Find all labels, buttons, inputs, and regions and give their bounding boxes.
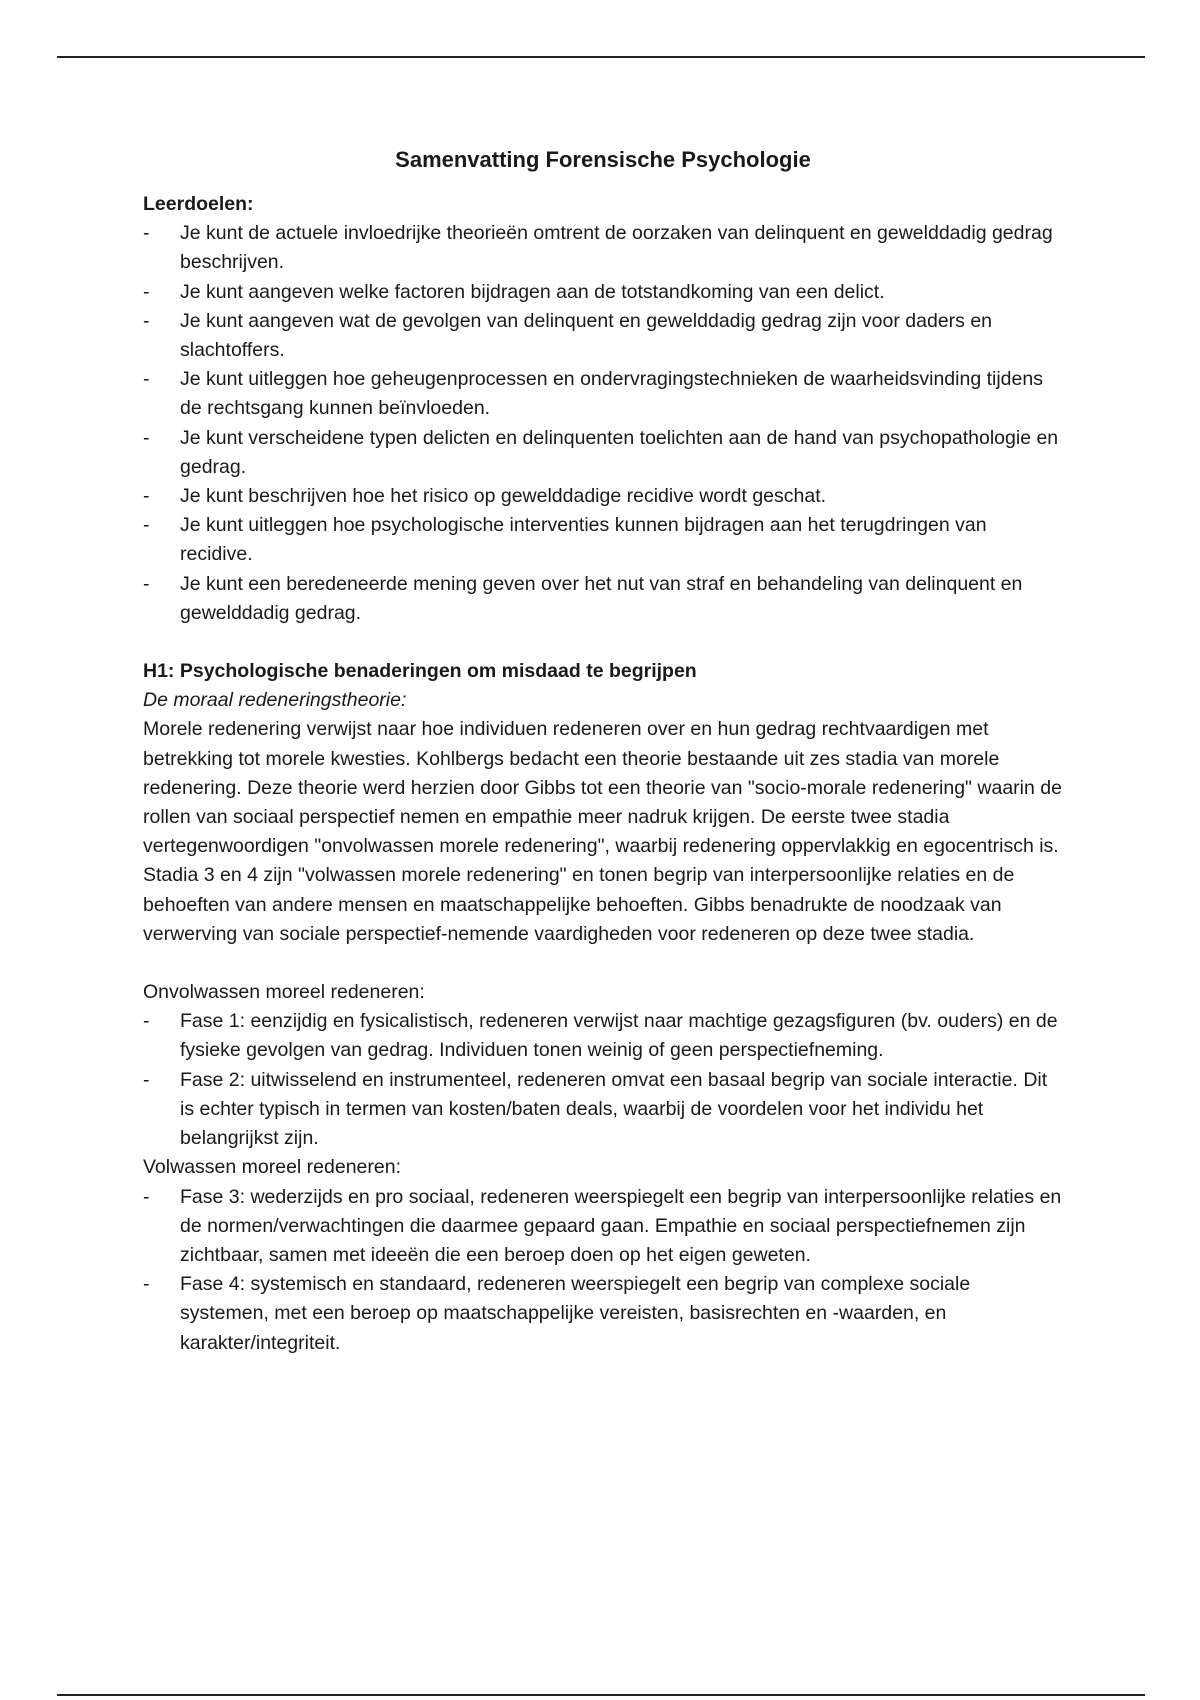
list-item [143,511,1063,569]
document-body [143,144,1063,1358]
header-rule [57,56,1145,58]
mature-label: Volwassen moreel redeneren: [143,1156,401,1179]
dash-bullet: - [143,514,150,537]
chapter-heading: H1: Psychologische benaderingen om misdaad te begrijpen [143,660,697,683]
list-item [143,307,1063,365]
immature-list [143,1007,1063,1153]
list-item-text: Fase 3: wederzijds en pro sociaal, redeneren weerspiegelt een begrip van interpersoonlijke relaties en de normen/verwachtingen die daarmee gepaard gaan. Empathie en sociaal perspectiefnemen zijn zichtbaar, samen met ideeën die een beroep doen op het eigen geweten. [180,1185,1062,1266]
list-item-text: Je kunt uitleggen hoe geheugenprocessen en ondervragingstechnieken de waarheidsvinding tijdens de rechtsgang kunnen beïnvloeden. [180,368,1043,420]
list-item [143,570,1063,628]
list-item [143,365,1063,423]
list-item-text: Je kunt beschrijven hoe het risico op gewelddadige recidive wordt geschat. [180,485,827,508]
list-item-text: Je kunt de actuele invloedrijke theorieën omtrent de oorzaken van delinquent en gewelddadig gedrag beschrijven. [180,222,1053,274]
list-item [143,424,1063,482]
list-item [143,1183,1063,1271]
list-item-text: Je kunt aangeven wat de gevolgen van delinquent en gewelddadig gedrag zijn voor daders en slachtoffers. [180,309,993,362]
dash-bullet: - [143,1185,150,1208]
list-item-text: Fase 1: eenzijdig en fysicalistisch, redeneren verwijst naar machtige gezagsfiguren (bv. ouders) en de fysieke gevolgen van gedrag. Individuen tonen weinig of geen perspectiefneming. [180,1010,1058,1062]
dash-bullet: - [143,1273,150,1296]
dash-bullet: - [143,485,150,508]
leerdoelen-heading: Leerdoelen: [143,193,254,215]
mature-list [143,1183,1063,1358]
list-item [143,1270,1063,1358]
list-item-text: Je kunt verscheidene typen delicten en delinquenten toelichten aan de hand van psychopathologie en gedrag. [180,426,1059,478]
dash-bullet: - [143,572,150,595]
document-title: Samenvatting Forensische Psychologie [395,147,811,172]
list-item [143,1007,1063,1065]
spacer [143,628,1063,657]
list-item-text: Je kunt een beredeneerde mening geven over het nut van straf en behandeling van delinquent en gewelddadig gedrag. [180,572,1023,624]
list-item [143,219,1063,277]
leerdoelen-list [143,219,1063,628]
body-paragraph: Morele redenering verwijst naar hoe individuen redeneren over en hun gedrag rechtvaardigen met betrekking tot morele kwesties. Kohlbergs bedacht een theorie bestaande uit zes stadia van morele redenering. Deze theorie werd herzien door Gibbs tot een theorie van "socio-morale redenering" waarin de rollen van sociaal perspectief nemen en empathie meer nadruk krijgen. De eerste twee stadia vertegenwoordigen "onvolwassen morele redenering", waarbij redenering oppervlakkig en egocentrisch is. Stadia 3 en 4 zijn "volwassen morele redenering" en tonen begrip van interpersoonlijke relaties en de behoeften van andere mensen en maatschappelijke behoeften. Gibbs benadrukte de noodzaak van verwerving van sociale perspectief-nemende vaardigheden voor redeneren op deze twee stadia. [143,718,1062,945]
dash-bullet: - [143,1010,150,1033]
footer-rule [57,1694,1145,1696]
list-item [143,482,1063,511]
dash-bullet: - [143,368,150,391]
spacer [143,949,1063,978]
list-item-text: Je kunt uitleggen hoe psychologische interventies kunnen bijdragen aan het terugdringen van recidive. [180,514,987,566]
dash-bullet: - [143,309,150,332]
section-subheading: De moraal redeneringstheorie: [143,689,407,712]
dash-bullet: - [143,222,150,245]
list-item [143,278,1063,307]
list-item-text: Fase 2: uitwisselend en instrumenteel, redeneren omvat een basaal begrip van sociale interactie. Dit is echter typisch in termen van kosten/baten deals, waarbij de voordelen voor het individu het belangrijkst zijn. [180,1068,1048,1150]
dash-bullet: - [143,1068,150,1091]
list-item [143,1066,1063,1154]
immature-label: Onvolwassen moreel redeneren: [143,981,425,1004]
list-item-text: Fase 4: systemisch en standaard, redeneren weerspiegelt een begrip van complexe sociale systemen, met een beroep op maatschappelijke vereisten, basisrechten en -waarden, en karakter/integriteit. [180,1273,971,1354]
dash-bullet: - [143,426,150,449]
list-item-text: Je kunt aangeven welke factoren bijdragen aan de totstandkoming van een delict. [180,280,885,303]
dash-bullet: - [143,280,150,303]
